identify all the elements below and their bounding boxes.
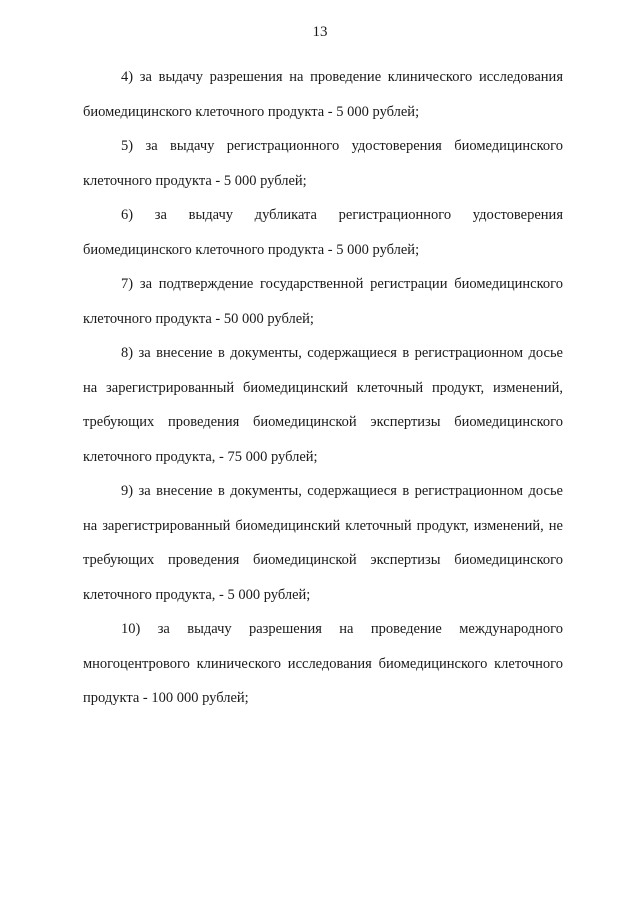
page-number: 13 (312, 24, 328, 40)
paragraph-item-6: 6) за выдачу дубликата регистрационного удостоверения биомедицинского клеточного продукта - 5 000 рублей; (83, 207, 563, 258)
paragraph-item-10: 10) за выдачу разрешения на проведение международного многоцентрового клинического исследования биомедицинского клеточного продукта - 100 000 рублей; (83, 621, 563, 706)
paragraph-item-5: 5) за выдачу регистрационного удостоверения биомедицинского клеточного продукта - 5 000 рублей; (83, 138, 563, 189)
paragraph-item-9: 9) за внесение в документы, содержащиеся в регистрационном досье на зарегистрированный биомедицинский клеточный продукт, изменений, не требующих проведения биомедицинской экспертизы биомедицинского клеточного продукта, - 5 000 рублей; (83, 483, 563, 603)
paragraph-item-8: 8) за внесение в документы, содержащиеся в регистрационном досье на зарегистрированный биомедицинский клеточный продукт, изменений, требующих проведения биомедицинской экспертизы биомедицинского клеточного продукта, - 75 000 рублей; (83, 345, 563, 465)
paragraph-item-7: 7) за подтверждение государственной регистрации биомедицинского клеточного продукта - 50 000 рублей; (83, 276, 563, 327)
document-body (83, 60, 563, 716)
paragraph-item-4: 4) за выдачу разрешения на проведение клинического исследования биомедицинского клеточного продукта - 5 000 рублей; (83, 69, 563, 120)
